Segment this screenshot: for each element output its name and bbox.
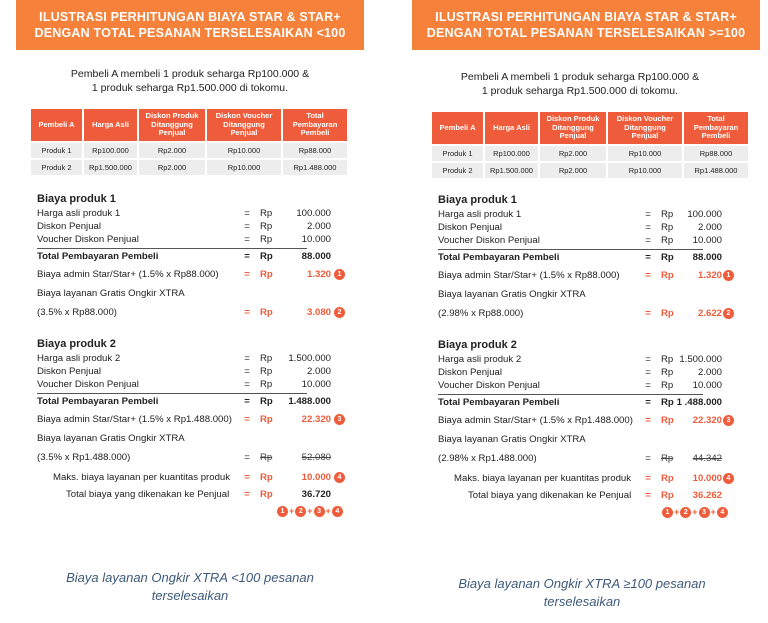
currency-label: Rp — [661, 235, 674, 246]
equals-sign: = — [645, 354, 651, 365]
row-label: Voucher Diskon Penjual — [438, 380, 540, 391]
number-badge: 4 — [334, 472, 345, 483]
left-banner-line-1: ILUSTRASI PERHITUNGAN BIAYA STAR & STAR+ — [39, 10, 341, 24]
currency-label: Rp — [260, 396, 273, 407]
row-value: 1 .488.000 — [676, 397, 722, 408]
equals-sign: = — [645, 397, 651, 408]
table-cell: Rp10.000 — [608, 163, 682, 178]
right-caption-line-1: Biaya layanan Ongkir XTRA ≥100 pesanan — [458, 576, 706, 591]
number-badge: 2 — [723, 308, 734, 319]
left-p1-layanan-row — [37, 286, 359, 302]
currency-label: Rp — [661, 397, 674, 408]
right-p1-layanan-row — [438, 287, 754, 303]
left-p2-final-row — [37, 486, 359, 503]
number-badge: 3 — [723, 415, 734, 426]
right-intro-line-1: Pembeli A membeli 1 produk seharga Rp100.000 & — [460, 71, 700, 83]
row-value: 1.488.000 — [288, 396, 331, 407]
equals-sign: = — [244, 452, 250, 463]
right-p2-harga-row — [438, 353, 754, 366]
row-value: 100.000 — [296, 208, 331, 219]
left-banner — [16, 0, 364, 50]
currency-label: Rp — [661, 490, 674, 501]
row-value: 10.000 — [301, 472, 331, 483]
right-banner-line-2: DENGAN TOTAL PESANAN TERSELESAIKAN >=100 — [426, 26, 746, 40]
row-value: 2.000 — [306, 366, 331, 377]
table-header-cell: Pembeli A — [432, 112, 483, 144]
table-header-cell: Total Pembayaran Pembeli — [283, 109, 347, 141]
plus-sign: + — [710, 507, 716, 517]
equals-sign: = — [645, 270, 651, 281]
number-badge: 2 — [334, 307, 345, 318]
equals-sign: = — [244, 396, 250, 407]
table-header-cell: Diskon Voucher Ditanggung Penjual — [207, 109, 281, 141]
row-label: Total biaya yang dikenakan ke Penjual — [468, 490, 632, 501]
row-value: 10.000 — [692, 235, 722, 246]
table-cell: Rp1.488.000 — [283, 160, 347, 175]
row-value: 10.000 — [301, 379, 331, 390]
table-cell: Rp1.500.000 — [485, 163, 538, 178]
row-label: Total Pembayaran Pembeli — [438, 397, 560, 408]
equals-sign: = — [645, 453, 651, 464]
right-p2-layanan-row — [438, 432, 754, 448]
currency-label: Rp — [661, 367, 674, 378]
row-label: Total biaya yang dikenakan ke Penjual — [66, 489, 230, 500]
row-value: 3.080 — [306, 307, 331, 318]
left-banner-line-2: DENGAN TOTAL PESANAN TERSELESAIKAN <100 — [34, 26, 346, 40]
equals-sign: = — [244, 489, 250, 500]
table-cell: Rp1.500.000 — [84, 160, 137, 175]
currency-label: Rp — [260, 353, 273, 364]
table-cell: Rp88.000 — [684, 146, 748, 161]
left-p2-total-row — [37, 393, 331, 409]
right-illustration-panel — [406, 0, 754, 520]
table-row — [31, 160, 347, 175]
number-badge: 4 — [332, 506, 343, 517]
right-p2-admin-row — [438, 410, 754, 432]
left-illustration-panel — [16, 0, 364, 519]
right-p2-final-row — [438, 487, 754, 504]
right-caption-line-2: terselesaikan — [543, 594, 621, 609]
row-label: (2.98% x Rp88.000) — [438, 308, 524, 319]
left-p2-admin-row — [37, 409, 359, 431]
row-label: Voucher Diskon Penjual — [438, 235, 540, 246]
row-label: Total Pembayaran Pembeli — [37, 251, 159, 262]
right-formula-row — [438, 504, 754, 520]
row-label: Diskon Penjual — [37, 221, 101, 232]
row-value: 1.500.000 — [288, 353, 331, 364]
table-cell: Rp2.000 — [139, 143, 205, 158]
row-value: 10.000 — [692, 473, 722, 484]
right-p2-title: Biaya produk 2 — [438, 339, 517, 351]
table-cell: Rp1.488.000 — [684, 163, 748, 178]
row-label: Harga asli produk 2 — [438, 354, 522, 365]
row-value: 22.320 — [301, 414, 331, 425]
row-value: 10.000 — [692, 380, 722, 391]
right-p2-layanan-calc-row — [438, 448, 754, 470]
right-intro — [406, 70, 754, 98]
row-value: 1.500.000 — [679, 354, 722, 365]
row-label: Biaya layanan Gratis Ongkir XTRA — [438, 434, 586, 445]
row-label: Voucher Diskon Penjual — [37, 234, 139, 245]
row-label: Diskon Penjual — [438, 222, 502, 233]
row-label: Voucher Diskon Penjual — [37, 379, 139, 390]
number-badge: 1 — [723, 270, 734, 281]
table-cell: Produk 2 — [31, 160, 82, 175]
row-value: 36.262 — [692, 490, 722, 501]
row-label: Biaya admin Star/Star+ (1.5% x Rp88.000) — [438, 270, 620, 281]
right-p2-diskon-row — [438, 366, 754, 379]
row-label: Total Pembayaran Pembeli — [37, 396, 159, 407]
row-value: 1.320 — [306, 269, 331, 280]
row-value: 2.000 — [697, 367, 722, 378]
equals-sign: = — [645, 235, 651, 246]
currency-label: Rp — [661, 354, 674, 365]
plus-sign: + — [674, 507, 680, 517]
right-p2-voucher-row — [438, 379, 754, 392]
plus-sign: + — [692, 507, 698, 517]
equals-sign: = — [244, 221, 250, 232]
row-value: 88.000 — [692, 252, 722, 263]
equals-sign: = — [645, 252, 651, 263]
table-cell: Rp2.000 — [540, 163, 606, 178]
equals-sign: = — [244, 366, 250, 377]
equals-sign: = — [244, 269, 250, 280]
equals-sign: = — [645, 380, 651, 391]
currency-label: Rp — [260, 234, 273, 245]
equals-sign: = — [244, 234, 250, 245]
currency-label: Rp — [661, 308, 674, 319]
row-label: Biaya admin Star/Star+ (1.5% x Rp88.000) — [37, 269, 219, 280]
currency-label: Rp — [260, 269, 273, 280]
left-calc-section — [37, 193, 359, 519]
currency-label: Rp — [661, 222, 674, 233]
table-cell: Produk 2 — [432, 163, 483, 178]
equals-sign: = — [244, 307, 250, 318]
left-badge-formula — [277, 505, 343, 517]
currency-label: Rp — [661, 209, 674, 220]
left-p2-harga-row — [37, 352, 359, 365]
row-label: Biaya admin Star/Star+ (1.5% x Rp1.488.000) — [37, 414, 232, 425]
table-cell: Rp2.000 — [139, 160, 205, 175]
right-badge-formula — [662, 506, 728, 518]
equals-sign: = — [244, 379, 250, 390]
equals-sign: = — [645, 415, 651, 426]
right-p1-title: Biaya produk 1 — [438, 194, 517, 206]
plus-sign: + — [307, 506, 313, 516]
right-caption — [432, 575, 732, 611]
equals-sign: = — [645, 473, 651, 484]
number-badge: 3 — [334, 414, 345, 425]
row-label: Biaya layanan Gratis Ongkir XTRA — [37, 433, 185, 444]
right-p1-admin-row — [438, 265, 754, 287]
row-label: (2.98% x Rp1.488.000) — [438, 453, 537, 464]
number-badge: 1 — [662, 507, 673, 518]
row-value: 2.000 — [306, 221, 331, 232]
right-p1-voucher-row — [438, 234, 754, 247]
left-caption-line-2: terselesaikan — [151, 588, 229, 603]
currency-label: Rp — [260, 208, 273, 219]
number-badge: 2 — [295, 506, 306, 517]
currency-label: Rp — [260, 472, 273, 483]
currency-label: Rp — [661, 380, 674, 391]
row-label: Maks. biaya layanan per kuantitas produk — [53, 472, 231, 483]
row-value: 10.000 — [301, 234, 331, 245]
table-header-row — [432, 112, 748, 144]
right-p1-total-row — [438, 249, 722, 265]
left-p1-voucher-row — [37, 233, 359, 246]
left-p1-total-row — [37, 248, 331, 264]
row-label: Diskon Penjual — [438, 367, 502, 378]
currency-label: Rp — [661, 473, 674, 484]
table-cell: Rp88.000 — [283, 143, 347, 158]
right-product-table — [430, 110, 750, 180]
left-formula-row — [37, 503, 359, 519]
row-label: Total Pembayaran Pembeli — [438, 252, 560, 263]
table-header-cell: Diskon Produk Ditanggung Penjual — [139, 109, 205, 141]
left-p2-voucher-row — [37, 378, 359, 391]
table-cell: Rp2.000 — [540, 146, 606, 161]
row-label: Harga asli produk 1 — [438, 209, 522, 220]
table-cell: Rp100.000 — [84, 143, 137, 158]
equals-sign: = — [244, 208, 250, 219]
right-banner — [412, 0, 760, 50]
table-header-cell: Harga Asli — [84, 109, 137, 141]
row-value: 36.720 — [301, 489, 331, 500]
left-p2-layanan-calc-row — [37, 447, 359, 469]
left-p1-layanan-calc-row — [37, 302, 359, 324]
number-badge: 4 — [717, 507, 728, 518]
equals-sign: = — [244, 472, 250, 483]
row-label: Biaya admin Star/Star+ (1.5% x Rp1.488.000) — [438, 415, 633, 426]
struck-value: 52.080 — [301, 452, 331, 463]
row-label: Harga asli produk 2 — [37, 353, 121, 364]
left-p2-layanan-row — [37, 431, 359, 447]
row-label: Diskon Penjual — [37, 366, 101, 377]
equals-sign: = — [645, 490, 651, 501]
left-p1-admin-row — [37, 264, 359, 286]
left-caption — [40, 569, 340, 605]
table-header-cell: Pembeli A — [31, 109, 82, 141]
table-cell: Produk 1 — [31, 143, 82, 158]
struck-value: 44.342 — [692, 453, 722, 464]
plus-sign: + — [289, 506, 295, 516]
right-p2-maks-row — [438, 470, 754, 487]
currency-label: Rp — [260, 221, 273, 232]
right-p1-diskon-row — [438, 221, 754, 234]
left-p1-harga-row — [37, 207, 359, 220]
row-label: Harga asli produk 1 — [37, 208, 121, 219]
currency-label: Rp — [260, 307, 273, 318]
currency-label: Rp — [661, 415, 674, 426]
left-intro-line-1: Pembeli A membeli 1 produk seharga Rp100.000 & — [70, 68, 310, 80]
table-row — [432, 163, 748, 178]
table-header-cell: Harga Asli — [485, 112, 538, 144]
right-p1-harga-row — [438, 208, 754, 221]
row-value: 2.622 — [697, 308, 722, 319]
left-p1-title: Biaya produk 1 — [37, 193, 116, 205]
row-label: (3.5% x Rp88.000) — [37, 307, 117, 318]
currency-label: Rp — [661, 270, 674, 281]
table-cell: Produk 1 — [432, 146, 483, 161]
equals-sign: = — [244, 414, 250, 425]
table-cell: Rp10.000 — [207, 160, 281, 175]
row-value: 100.000 — [687, 209, 722, 220]
number-badge: 1 — [277, 506, 288, 517]
row-label: Biaya layanan Gratis Ongkir XTRA — [438, 289, 586, 300]
equals-sign: = — [645, 209, 651, 220]
currency-label: Rp — [661, 252, 674, 263]
equals-sign: = — [244, 251, 250, 262]
left-intro-line-2: 1 produk seharga Rp1.500.000 di tokomu. — [91, 82, 289, 94]
table-header-cell: Diskon Voucher Ditanggung Penjual — [608, 112, 682, 144]
number-badge: 1 — [334, 269, 345, 280]
table-cell: Rp10.000 — [608, 146, 682, 161]
table-header-cell: Total Pembayaran Pembeli — [684, 112, 748, 144]
row-label: (3.5% x Rp1.488.000) — [37, 452, 131, 463]
right-p1-layanan-calc-row — [438, 303, 754, 325]
right-intro-line-2: 1 produk seharga Rp1.500.000 di tokomu. — [481, 85, 679, 97]
currency-label: Rp — [260, 379, 273, 390]
table-cell: Rp100.000 — [485, 146, 538, 161]
right-calc-section — [438, 194, 754, 520]
row-value: 2.000 — [697, 222, 722, 233]
left-product-table — [29, 107, 349, 177]
left-p2-title: Biaya produk 2 — [37, 338, 116, 350]
number-badge: 4 — [723, 473, 734, 484]
table-cell: Rp10.000 — [207, 143, 281, 158]
left-p1-diskon-row — [37, 220, 359, 233]
left-intro — [16, 67, 364, 95]
number-badge: 3 — [699, 507, 710, 518]
equals-sign: = — [244, 353, 250, 364]
currency-label: Rp — [260, 489, 273, 500]
table-row — [432, 146, 748, 161]
row-value: 1.320 — [697, 270, 722, 281]
left-caption-line-1: Biaya layanan Ongkir XTRA <100 pesanan — [66, 570, 314, 585]
currency-label: Rp — [260, 452, 273, 463]
plus-sign: + — [325, 506, 331, 516]
row-label: Biaya layanan Gratis Ongkir XTRA — [37, 288, 185, 299]
number-badge: 2 — [680, 507, 691, 518]
row-label: Maks. biaya layanan per kuantitas produk — [454, 473, 632, 484]
equals-sign: = — [645, 222, 651, 233]
right-banner-line-1: ILUSTRASI PERHITUNGAN BIAYA STAR & STAR+ — [435, 10, 737, 24]
currency-label: Rp — [260, 251, 273, 262]
right-p2-total-row — [438, 394, 722, 410]
equals-sign: = — [645, 308, 651, 319]
currency-label: Rp — [260, 366, 273, 377]
row-value: 88.000 — [301, 251, 331, 262]
number-badge: 3 — [314, 506, 325, 517]
equals-sign: = — [645, 367, 651, 378]
table-header-cell: Diskon Produk Ditanggung Penjual — [540, 112, 606, 144]
currency-label: Rp — [661, 453, 674, 464]
table-row — [31, 143, 347, 158]
table-header-row — [31, 109, 347, 141]
currency-label: Rp — [260, 414, 273, 425]
left-p2-diskon-row — [37, 365, 359, 378]
left-p2-maks-row — [37, 469, 359, 486]
row-value: 22.320 — [692, 415, 722, 426]
